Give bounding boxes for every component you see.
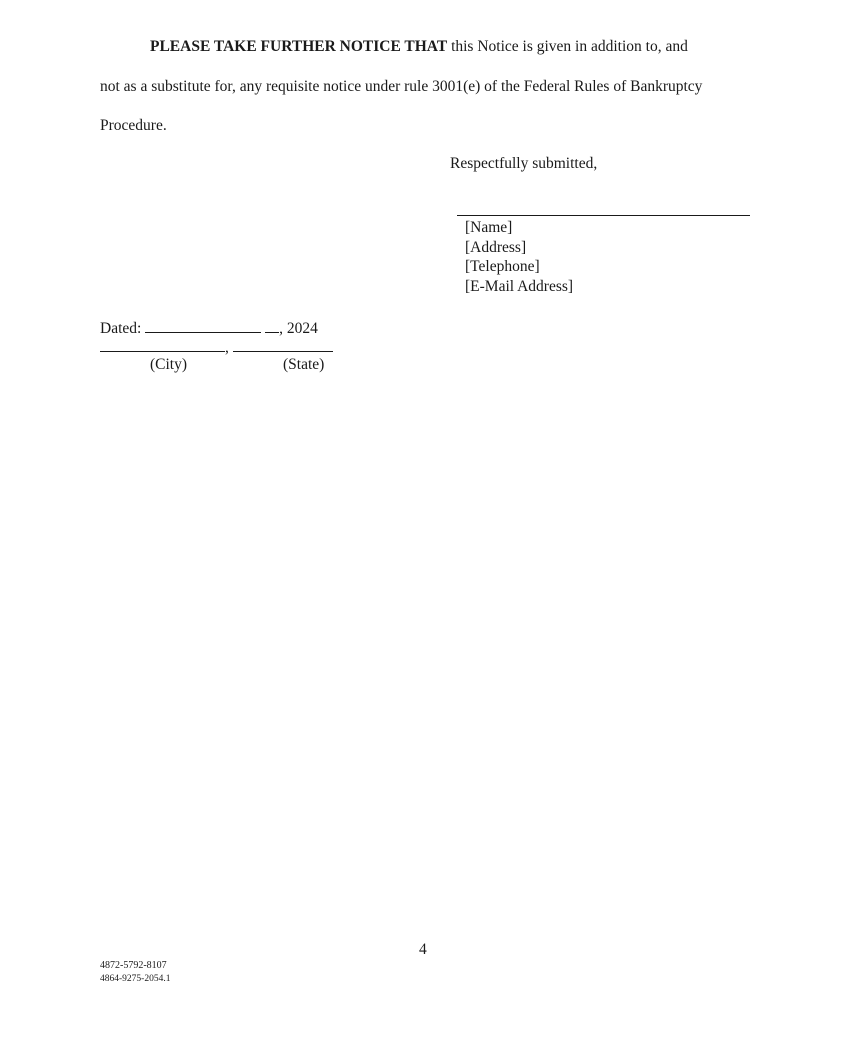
page-number: 4 [419,941,427,958]
dated-year: , 2024 [279,320,318,337]
state-caption: (State) [283,356,325,373]
paragraph-line-1 [150,38,688,56]
state-blank [233,337,333,352]
document-id: 4864-9275-2054.1 [100,974,171,984]
further-notice-lead: PLEASE TAKE FURTHER NOTICE THAT [150,38,448,55]
paragraph-line-3: Procedure. [100,117,167,134]
paragraph-line-1-rest: this Notice is given in addition to, and [447,38,688,55]
city-caption: (City) [150,356,188,373]
document-id: 4872-5792-8107 [100,960,167,971]
dated-label: Dated: [100,320,142,337]
signature-name: [Name] [465,219,513,236]
date-blank [145,318,261,333]
city-blank [100,337,225,352]
signature-line [457,215,750,216]
dated-line [100,318,318,338]
signature-telephone: [Telephone] [465,258,540,275]
city-state-separator: , [225,339,229,356]
signature-block [465,218,573,296]
closing-salutation: Respectfully submitted, [450,155,598,172]
day-blank [265,318,279,333]
city-state-line [100,337,333,357]
paragraph-line-2: not as a substitute for, any requisite notice under rule 3001(e) of the Federal Rules of Bankruptcy [100,78,703,95]
signature-address: [Address] [465,238,527,256]
signature-email: [E-Mail Address] [465,277,574,295]
